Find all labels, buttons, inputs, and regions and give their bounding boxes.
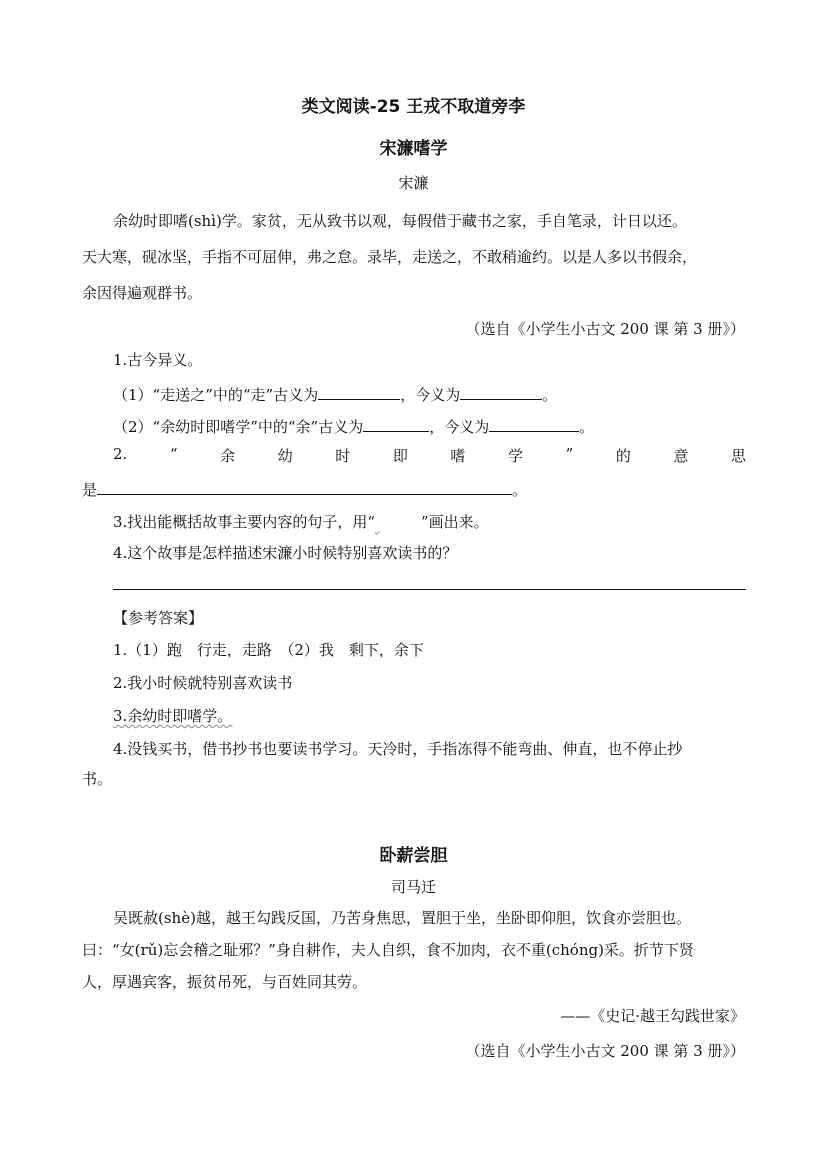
question-1: 1.古今异义。 (113, 351, 203, 369)
question-2-word: 余 (220, 447, 236, 465)
passage2-title: 卧薪尝胆 (379, 846, 448, 866)
passage2-source: （选自《小学生小古文 200 课 第 3 册》） (465, 1042, 745, 1060)
answer-3-text: 3.余幼时即嗜学。 (113, 707, 233, 725)
passage2-line-1: 吴既赦(shè)越，越王勾践反国，乃苦身焦思，置胆于坐，坐卧即仰胆，饮食亦尝胆也。 (113, 909, 691, 927)
question-1-1-end: 。 (542, 386, 558, 404)
answer-blank[interactable] (460, 384, 542, 400)
question-3 (113, 511, 489, 532)
answer-2: 2.我小时候就特别喜欢读书 (113, 674, 293, 692)
question-1-1 (113, 384, 557, 405)
question-3-end: ”画出来。 (420, 513, 489, 531)
question-1-2 (113, 416, 594, 437)
answers-heading: 【参考答案】 (113, 609, 204, 627)
question-2-word: 意 (673, 447, 689, 465)
answer-line[interactable] (113, 589, 746, 590)
passage1-line-2: 天大寒，砚冰坚，手指不可屈伸，弗之怠。录毕，走送之，不敢稍逾约。以是人多以书假余， (82, 248, 698, 266)
passage2-line-2: 曰：“女(rǔ)忘会稽之耻邪？”身自耕作，夫人自织，食不加肉，衣不重(chóng)采。折节下贤 (82, 941, 694, 959)
question-4: 4.这个故事是怎样描述宋濂小时候特别喜欢读书的？ (113, 544, 458, 562)
question-2-word: ” (565, 445, 574, 463)
question-1-1-prompt: （1）“走送之”中的“走”古义为 (113, 386, 319, 404)
question-1-2-end: 。 (579, 418, 595, 436)
answer-1: 1.（1）跑 行走，走路 （2）我 剩下，余下 (113, 641, 424, 659)
question-1-1-mid: ，今义为 (400, 386, 461, 404)
question-1-2-prompt: （2）“余幼时即嗜学”中的“余”古义为 (113, 418, 364, 436)
answer-4-line-1: 4.没钱买书，借书抄书也要读书学习。天冷时，手指冻得不能弯曲、伸直，也不停止抄 (113, 740, 683, 758)
question-2-word: “ (169, 445, 178, 463)
answer-blank[interactable] (489, 416, 579, 432)
question-2-line-2-end: 。 (512, 481, 528, 499)
answer-4-line-2: 书。 (82, 770, 113, 788)
question-2-word: 思 (730, 447, 746, 465)
question-1-2-mid: ，今义为 (429, 418, 490, 436)
question-2-word: 幼 (277, 447, 293, 465)
question-3-prompt: 3.找出能概括故事主要内容的句子，用“ (113, 513, 375, 531)
passage1-line-3: 余因得遍观群书。 (82, 284, 203, 302)
answer-3 (113, 705, 232, 726)
wavy-line-mark (375, 513, 421, 531)
passage1-title: 宋濂嗜学 (379, 139, 448, 159)
question-2-word: 时 (335, 447, 351, 465)
question-2-word: 嗜 (450, 447, 466, 465)
answer-blank[interactable] (363, 416, 429, 432)
question-2-word: 2. (113, 445, 128, 463)
passage1-source: （选自《小学生小古文 200 课 第 3 册》） (465, 320, 745, 338)
question-2-line-2-start: 是 (82, 481, 98, 499)
passage1-author: 宋濂 (398, 174, 429, 192)
question-2-word: 学 (508, 447, 524, 465)
passage2-citation: ——《史记·越王勾践世家》 (560, 1007, 745, 1025)
passage2-line-3: 人，厚遇宾客，振贫吊死，与百姓同其劳。 (82, 973, 368, 991)
question-2-word: 的 (615, 447, 631, 465)
passage2-author: 司马迁 (390, 878, 436, 896)
answer-blank[interactable] (97, 479, 512, 495)
answer-blank[interactable] (318, 384, 400, 400)
page-title: 类文阅读-25 王戎不取道旁李 (301, 97, 526, 117)
question-2-word: 即 (392, 447, 408, 465)
question-2-line-2 (82, 479, 527, 500)
question-2-line-1 (113, 445, 746, 466)
passage1-line-1: 余幼时即嗜(shì)学。家贫，无从致书以观，每假借于藏书之家，手自笔录，计日以还。 (113, 212, 687, 230)
